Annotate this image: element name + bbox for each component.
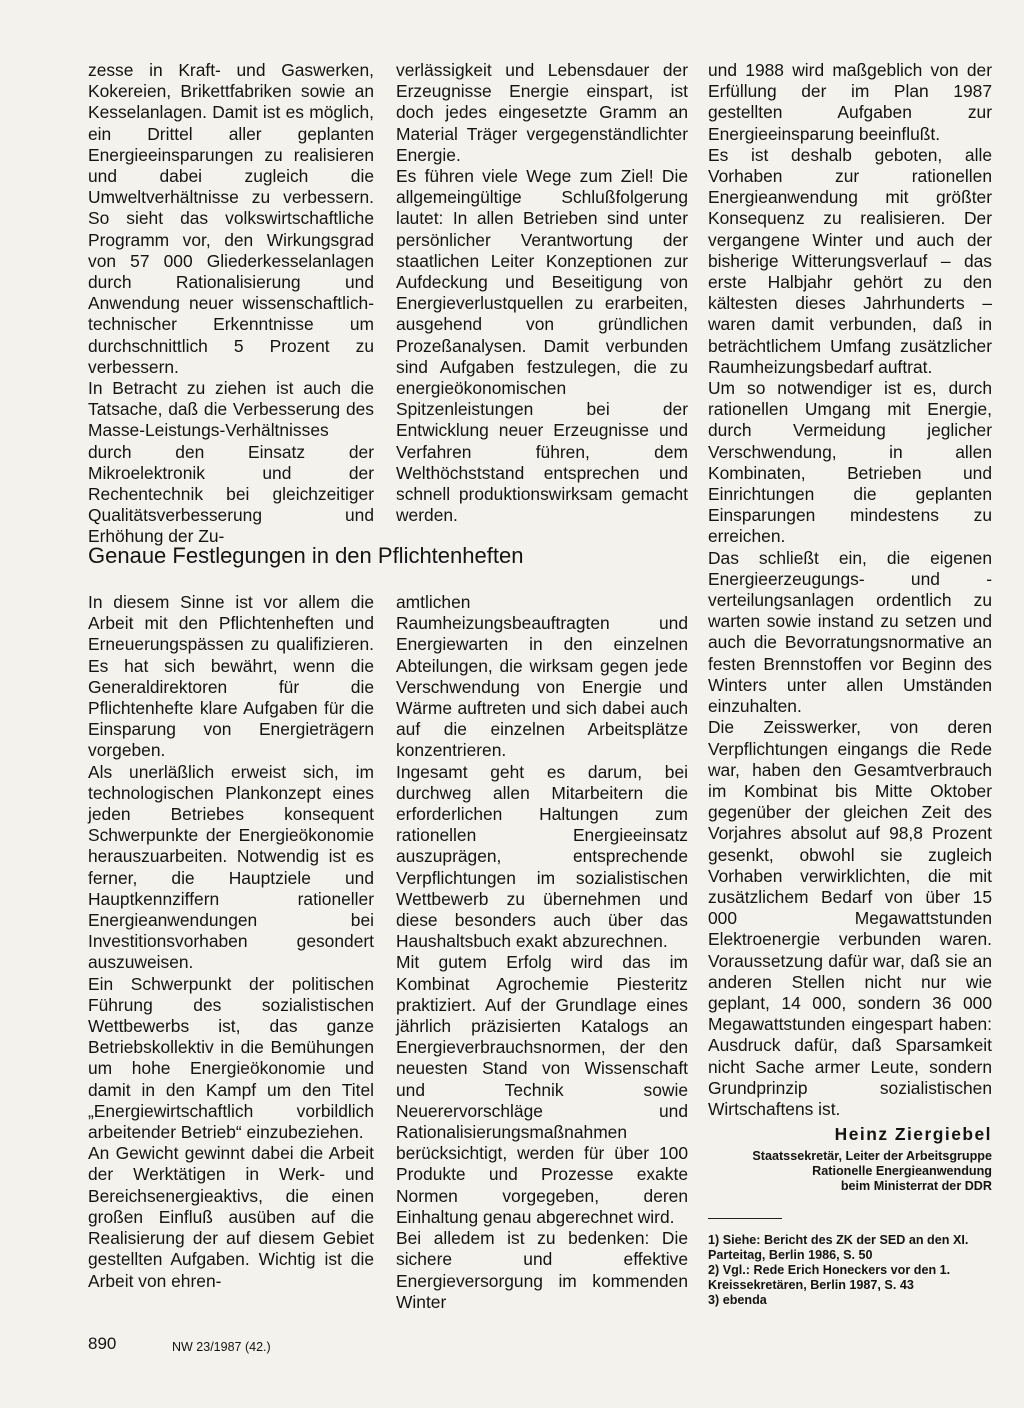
paragraph: Ingesamt geht es darum, bei durchweg allen Mitarbeitern die erforderlichen Haltungen zum rationellen Energieeinsatz auszuprägen, entsprechende Verpflichtungen im sozialistischen Wettbewerb zu übernehmen und diese besonders auch über das Haushaltsbuch exakt abzurechnen. xyxy=(396,761,688,952)
paragraph: Bei alledem ist zu bedenken: Die sichere und effektive Energieversorgung im kommenden Winter xyxy=(396,1228,688,1312)
paragraph: Als unerläßlich erweist sich, im technologischen Plankonzept eines jeden Betriebes konsequent Schwerpunkte der Energieökonomie herauszuarbeiten. Notwendig ist es ferner, die Hauptziele und Hauptkennziffern rationeller Energieanwendungen bei Investitionsvorhaben gesondert auszuweisen. xyxy=(88,761,374,973)
affiliation-line: Staatssekretär, Leiter der Arbeitsgruppe xyxy=(752,1149,992,1164)
paragraph: Es ist deshalb geboten, alle Vorhaben zur rationellen Energieanwendung mit größter Konsequenz zu realisieren. Der vergangene Winter und auch der bisherige Witterungsverlauf – das erste Halbjahr gehört zu den kältesten dieses Jahrhunderts – waren damit verbunden, daß in beträchtlichem Umfang zusätzlicher Raumheizungsbedarf auftrat. xyxy=(708,144,992,377)
author-signature: Heinz Ziergiebel xyxy=(834,1124,992,1145)
paragraph: In Betracht zu ziehen ist auch die Tatsache, daß die Verbesserung des Masse-Leistungs-Verhältnisses durch den Einsatz der Mikroelektronik und der Rechentechnik bei gleichzeitiger Qualitätsverbesserung und Erhöhung der Zu- xyxy=(88,378,374,547)
paragraph: Es führen viele Wege zum Ziel! Die allgemeingültige Schlußfolgerung lautet: In allen Betrieben sind unter persönlicher Verantwortung der staatlichen Leiter Konzeptionen zur Aufdeckung und Beseitigung von Energieverlustquellen zu erarbeiten, ausgehend von gründlichen Prozeßanalysen. Damit verbunden sind Aufgaben festzulegen, die zu energieökonomischen Spitzenleistungen bei der Entwicklung neuer Erzeugnisse und Verfahren führen, dem Welthöchststand entsprechen und schnell produktionswirksam gemacht werden. xyxy=(396,166,688,526)
footnote: 3) ebenda xyxy=(708,1293,767,1308)
paragraph: Um so notwendiger ist es, durch rationellen Umgang mit Energie, durch Vermeidung jeglicher Verschwendung, in allen Kombinaten, Betrieben und Einrichtungen die geplanten Einsparungen mindestens zu erreichen. xyxy=(708,378,992,547)
paragraph: Die Zeisswerker, von deren Verpflichtungen eingangs die Rede war, haben den Gesamtverbrauch im Kombinat bis Mitte Oktober gegenüber der gleichen Zeit des Vorjahres absolut auf 98,8 Prozent gesenkt, obwohl sie zugleich Vorhaben verwirklichten, die mit zusätzlichem Bedarf von über 15 000 Megawattstunden Elektroenergie verbunden waren. Voraussetzung dafür war, daß sie an anderen Stellen nicht nur wie geplant, 14 000, sondern 36 000 Megawattstunden eingespart haben: Ausdruck dafür, daß Sparsamkeit nicht Sache armer Leute, sondern Grundprinzip sozialistischen Wirtschaftens ist. xyxy=(708,717,992,1119)
column-2-bottom xyxy=(396,592,688,1313)
footnote-divider xyxy=(708,1218,782,1219)
column-1-bottom xyxy=(88,592,374,1292)
issue-reference: NW 23/1987 (42.) xyxy=(172,1340,271,1354)
paragraph: An Gewicht gewinnt dabei die Arbeit der Werktätigen in Werk- und Bereichsenergieaktivs, die einen großen Einfluß ausüben auf die Realisierung der auf diesem Gebiet gestellten Aufgaben. Wichtig ist die Arbeit von ehren- xyxy=(88,1143,374,1291)
section-heading: Genaue Festlegungen in den Pflichtenheften xyxy=(88,543,524,568)
column-3 xyxy=(708,60,992,1308)
footnote: 1) Siehe: Bericht des ZK der SED an den XI. Parteitag, Berlin 1986, S. 50 xyxy=(708,1233,969,1263)
author-affiliation xyxy=(708,1149,992,1194)
paragraph: und 1988 wird maßgeblich von der Erfüllung der im Plan 1987 gestellten Aufgaben zur Energieeinsparung beeinflußt. xyxy=(708,60,992,144)
affiliation-line: Rationelle Energieanwendung xyxy=(812,1164,992,1179)
page-number: 890 xyxy=(88,1334,117,1353)
paragraph: Das schließt ein, die eigenen Energieerzeugungs- und -verteilungsanlagen ordentlich zu warten sowie instand zu setzen und auch die Bevorratungsnormative an festen Brennstoffen vor Beginn des Winters unter allen Umständen einzuhalten. xyxy=(708,547,992,717)
paragraph: In diesem Sinne ist vor allem die Arbeit mit den Pflichtenheften und Erneuerungspässen zu qualifizieren. Es hat sich bewährt, wenn die Generaldirektoren für die Pflichtenhefte klare Aufgaben für die Einsparung von Energieträgern vorgeben. xyxy=(88,592,374,761)
paragraph: verlässigkeit und Lebensdauer der Erzeugnisse Energie einspart, ist doch jedes eingesetzte Gramm an Material Träger vergegenständlichter Energie. xyxy=(396,60,688,165)
paragraph: Mit gutem Erfolg wird das im Kombinat Agrochemie Piesteritz praktiziert. Auf der Grundlage eines jährlich präzisierten Katalogs an Energieverbrauchsnormen, der den neuesten Stand von Wissenschaft und Technik sowie Neuerervorschläge und Rationalisierungsmaßnahmen berücksichtigt, werden für über 100 Produkte und Prozesse exakte Normen vorgegeben, deren Einhaltung genau abgerechnet wird. xyxy=(396,952,688,1227)
paragraph: amtlichen Raumheizungsbeauftragten und Energiewarten in den einzelnen Abteilungen, die wirksam gegen jede Verschwendung von Energie und Wärme auftreten und sich dabei auch auf die einzelnen Arbeitsplätze konzentrieren. xyxy=(396,592,688,761)
footnote: 2) Vgl.: Rede Erich Honeckers vor den 1. Kreissekretären, Berlin 1987, S. 43 xyxy=(708,1263,951,1293)
column-1-top xyxy=(88,60,374,548)
affiliation-line: beim Ministerrat der DDR xyxy=(840,1179,992,1194)
paragraph: zesse in Kraft- und Gaswerken, Kokereien, Brikettfabriken sowie an Kesselanlagen. Damit ist es möglich, ein Drittel aller geplanten Energieeinsparungen zu realisieren und dabei zugleich die Umweltverhältnisse zu verbessern. So sieht das volkswirtschaftliche Programm vor, den Wirkungsgrad von 57 000 Gliederkesselanlagen durch Rationalisierung und Anwendung neuer wissenschaftlich-technischer Erkenntnisse um durchschnittlich 5 Prozent zu verbessern. xyxy=(88,60,374,377)
column-2-top xyxy=(396,60,688,526)
paragraph: Ein Schwerpunkt der politischen Führung des sozialistischen Wettbewerbs ist, das ganze Betriebskollektiv in die Bemühungen um hohe Energieökonomie und damit in den Kampf um den Titel „Energiewirtschaftlich vorbildlich arbeitender Betrieb“ einzubeziehen. xyxy=(88,973,374,1143)
